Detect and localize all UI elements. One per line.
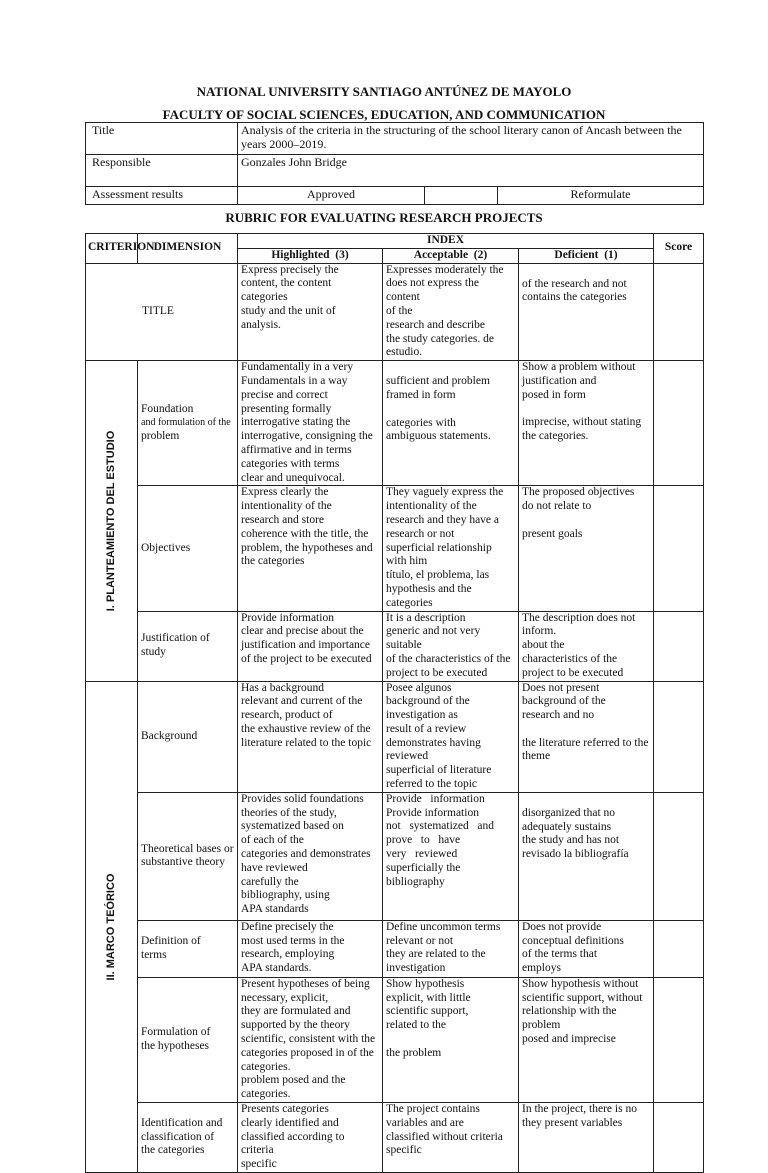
faculty-name: FACULTY OF SOCIAL SCIENCES, EDUCATION, AND COMMUNICATION (162, 107, 606, 122)
score-header: Score (654, 234, 704, 264)
dimension-cell: Foundation and formulation of the problem (138, 361, 238, 486)
cell-deficient: Show hypothesis without scientific support, without relationship with the problem posed and imprecise (519, 977, 654, 1102)
cell-acceptable: Define uncommon terms relevant or not they are related to the investigation (383, 920, 519, 977)
rubric-row (86, 361, 704, 486)
dimension-cell: Definition of terms (138, 920, 238, 977)
cell-score (654, 977, 704, 1102)
cell-highlighted: Fundamentally in a very Fundamentals in a way precise and correct presenting formally interrogative stating the interrogative, consigning the affirmative and in terms categories with terms clear and unequivocal. (238, 361, 383, 486)
cell-deficient: disorganized that no adequately sustains the study and has not revisado la bibliografía (519, 792, 654, 920)
university-name: NATIONAL UNIVERSITY SANTIAGO ANTÚNEZ DE MAYOLO (196, 84, 572, 99)
responsible-value: Gonzales John Bridge (238, 155, 704, 187)
cell-acceptable: They vaguely express the intentionality of the research and they have a research or not superficial relationship with him título, el problema, las hypothesis and the categories (383, 486, 519, 611)
cell-acceptable: The project contains variables and are classified without criteria specific (383, 1103, 519, 1173)
cell-highlighted: Express clearly the intentionality of the research and store coherence with the title, the problem, the hypotheses and the categories (238, 486, 383, 611)
cell-highlighted: Presents categories clearly identified and classified according to criteria specific (238, 1103, 383, 1173)
cell-score (654, 920, 704, 977)
cell-deficient: Show a problem without justification and posed in form imprecise, without stating the categories. (519, 361, 654, 486)
highlighted-header: Highlighted (3) (238, 248, 383, 263)
cell-score (654, 361, 704, 486)
section-planteamiento: I. PLANTEAMIENTO DEL ESTUDIO (86, 361, 138, 681)
cell-acceptable: sufficient and problem framed in form categories with ambiguous statements. (383, 361, 519, 486)
cell-deficient: Does not provide conceptual definitions of the terms that employs (519, 920, 654, 977)
cell-highlighted: Present hypotheses of being necessary, explicit, they are formulated and supported by the theory scientific, consistent with the categories proposed in of the categories. problem posed and the categories. (238, 977, 383, 1102)
approved-mark (425, 187, 498, 205)
rubric-row (86, 920, 704, 977)
cell-acceptable: Posee algunos background of the investigation as result of a review demonstrates having reviewed superficial of literature referred to the topic (383, 681, 519, 792)
rubric-row (86, 1103, 704, 1173)
dimension-cell: Objectives (138, 486, 238, 611)
index-header: INDEX (238, 234, 654, 249)
title-value: Analysis of the criteria in the structuring of the school literary canon of Ancash between the years 2000–2019. (238, 123, 704, 155)
dimension-cell: Identification and classification of the categories (138, 1103, 238, 1173)
dimension-cell: Theoretical bases or substantive theory (138, 792, 238, 920)
cell-score (654, 486, 704, 611)
approved-option: Approved (238, 187, 425, 205)
cell-acceptable: Show hypothesis explicit, with little scientific support, related to the the problem (383, 977, 519, 1102)
cell-highlighted: Express precisely the content, the content categories study and the unit of analysis. (238, 263, 383, 361)
cell-highlighted: Provide information clear and precise about the justification and importance of the project to be executed (238, 611, 383, 681)
cell-acceptable: Expresses moderately the does not express the content of the research and describe the study categories. de estudio. (383, 263, 519, 361)
cell-acceptable: It is a description generic and not very suitable of the characteristics of the project to be executed (383, 611, 519, 681)
deficient-header: Deficient (1) (519, 248, 654, 263)
cell-deficient: of the research and not contains the categories (519, 263, 654, 361)
acceptable-header: Acceptable (2) (383, 248, 519, 263)
cell-highlighted: Define precisely the most used terms in the research, employing APA standards. (238, 920, 383, 977)
rubric-row (86, 611, 704, 681)
title-label: Title (86, 123, 238, 155)
cell-score (654, 681, 704, 792)
criterion-header: CRITERION (86, 234, 138, 264)
cell-score (654, 1103, 704, 1173)
dimension-cell: Background (138, 681, 238, 792)
dimension-cell: Justification of study (138, 611, 238, 681)
cell-deficient: Does not present background of the research and no the literature referred to the theme (519, 681, 654, 792)
rubric-row (86, 977, 704, 1102)
section-marco-teorico: II. MARCO TEÓRICO (86, 681, 138, 1173)
cell-deficient: The proposed objectives do not relate to present goals (519, 486, 654, 611)
cell-score (654, 611, 704, 681)
dimension-header: DIMENSION (138, 234, 238, 264)
rubric-row (86, 681, 704, 792)
dimension-title: TITLE (86, 263, 238, 361)
rubric-title: RUBRIC FOR EVALUATING RESEARCH PROJECTS (225, 210, 543, 225)
assessment-label: Assessment results (86, 187, 238, 205)
rubric-table (85, 233, 704, 1173)
cell-deficient: The description does not inform. about the characteristics of the project to be executed (519, 611, 654, 681)
cell-highlighted: Has a background relevant and current of the research, product of the exhaustive review of the literature related to the topic (238, 681, 383, 792)
cell-acceptable: Provide information Provide information not systematized and prove to have very reviewed superficially the bibliography (383, 792, 519, 920)
cell-score (654, 792, 704, 920)
dimension-cell: Formulation of the hypotheses (138, 977, 238, 1102)
rubric-row (86, 792, 704, 920)
rubric-row (86, 486, 704, 611)
project-info-table (85, 122, 704, 205)
cell-score (654, 263, 704, 361)
cell-highlighted: Provides solid foundations theories of the study, systematized based on of each of the categories and demonstrates have reviewed carefully the bibliography, using APA standards (238, 792, 383, 920)
responsible-label: Responsible (86, 155, 238, 187)
rubric-row-title (86, 263, 704, 361)
cell-deficient: In the project, there is no they present variables (519, 1103, 654, 1173)
reformulate-option: Reformulate (498, 187, 704, 205)
